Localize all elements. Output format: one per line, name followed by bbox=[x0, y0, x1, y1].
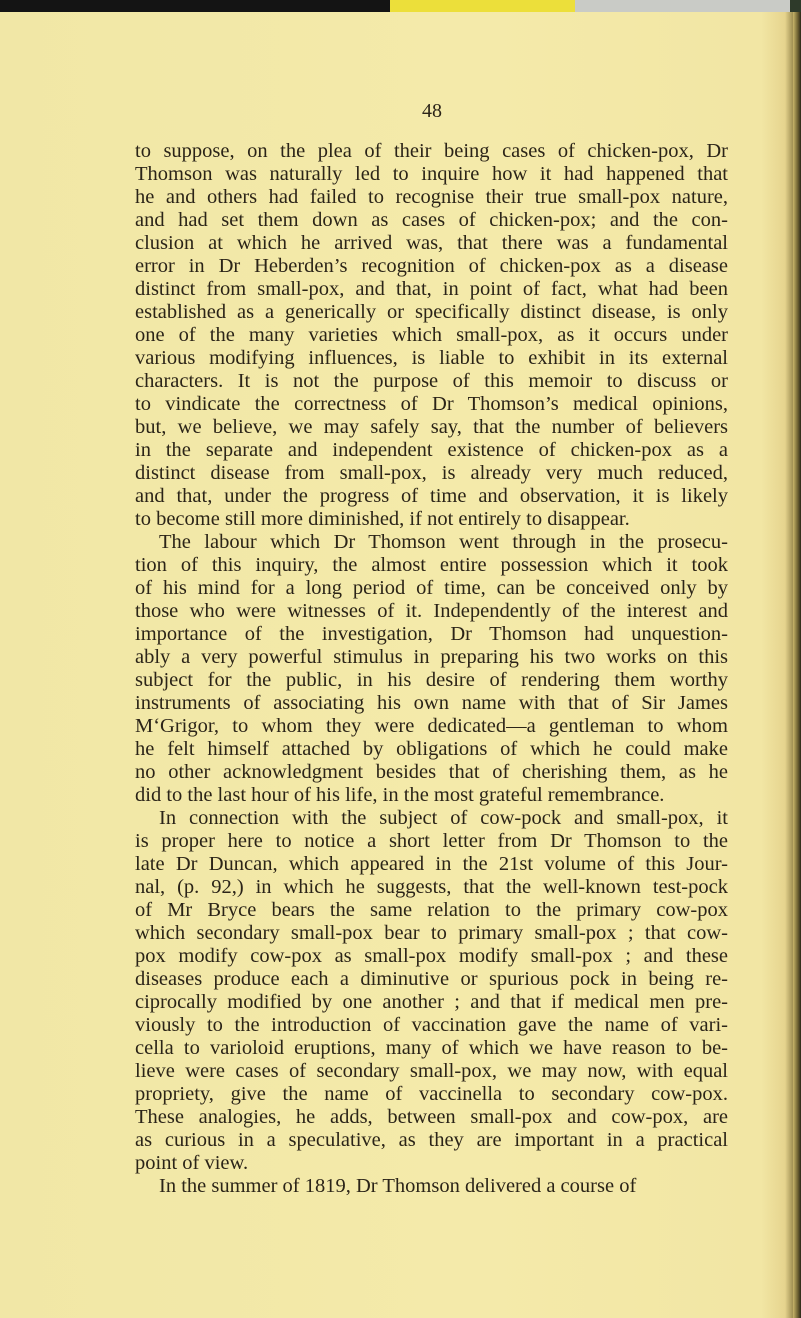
text-line: of Mr Bryce bears the same relation to the primary cow-pox bbox=[135, 899, 728, 921]
text-line: which secondary small-pox bear to primary small-pox ; that cow- bbox=[135, 922, 728, 944]
text-line: to become still more diminished, if not entirely to disappear. bbox=[135, 508, 630, 530]
text-line: nal, (p. 92,) in which he suggests, that the well-known test-pock bbox=[135, 876, 728, 898]
text-line: error in Dr Heberden’s recognition of chicken-pox as a disease bbox=[135, 255, 728, 277]
text-line: established as a generically or specifically distinct disease, is only bbox=[135, 301, 728, 323]
body-text bbox=[135, 140, 728, 1198]
scan-border-black bbox=[0, 0, 390, 12]
text-line: point of view. bbox=[135, 1152, 249, 1174]
text-line: in the separate and independent existence of chicken-pox as a bbox=[135, 439, 728, 461]
text-line: as curious in a speculative, as they are important in a practical bbox=[135, 1129, 728, 1151]
text-line: distinct from small-pox, and that, in point of fact, what had been bbox=[135, 278, 728, 300]
text-line: to suppose, on the plea of their being cases of chicken-pox, Dr bbox=[135, 140, 728, 162]
text-line: ably a very powerful stimulus in preparing his two works on this bbox=[135, 646, 728, 668]
text-line: diseases produce each a diminutive or spurious pock in being re- bbox=[135, 968, 728, 990]
text-line: In the summer of 1819, Dr Thomson delivered a course of bbox=[159, 1175, 637, 1197]
text-line: These analogies, he adds, between small-pox and cow-pox, are bbox=[135, 1106, 728, 1128]
text-line: instruments of associating his own name with that of Sir James bbox=[135, 692, 728, 714]
text-line: cella to varioloid eruptions, many of which we have reason to be- bbox=[135, 1037, 728, 1059]
text-line: characters. It is not the purpose of this memoir to discuss or bbox=[135, 370, 728, 392]
text-line: pox modify cow-pox as small-pox modify small-pox ; and these bbox=[135, 945, 728, 967]
text-line: late Dr Duncan, which appeared in the 21st volume of this Jour- bbox=[135, 853, 728, 875]
book-binding-edge bbox=[793, 12, 801, 1318]
text-line: did to the last hour of his life, in the most grateful remembrance. bbox=[135, 784, 665, 806]
text-line: In connection with the subject of cow-pock and small-pox, it bbox=[159, 807, 728, 829]
text-line: those who were witnesses of it. Independently of the interest and bbox=[135, 600, 728, 622]
page-number: 48 bbox=[422, 100, 442, 122]
text-line: but, we believe, we may safely say, that the number of believers bbox=[135, 416, 728, 438]
text-line: to vindicate the correctness of Dr Thomson’s medical opinions, bbox=[135, 393, 728, 415]
text-line: one of the many varieties which small-pox, as it occurs under bbox=[135, 324, 728, 346]
scan-border-yellow bbox=[390, 0, 575, 12]
text-line: propriety, give the name of vaccinella to secondary cow-pox. bbox=[135, 1083, 728, 1105]
text-line: M‘Grigor, to whom they were dedicated—a gentleman to whom bbox=[135, 715, 728, 737]
text-line: is proper here to notice a short letter from Dr Thomson to the bbox=[135, 830, 728, 852]
text-line: clusion at which he arrived was, that there was a fundamental bbox=[135, 232, 728, 254]
text-line: viously to the introduction of vaccination gave the name of vari- bbox=[135, 1014, 728, 1036]
text-line: he and others had failed to recognise their true small-pox nature, bbox=[135, 186, 728, 208]
text-line: subject for the public, in his desire of rendering them worthy bbox=[135, 669, 728, 691]
text-line: distinct disease from small-pox, is already very much reduced, bbox=[135, 462, 728, 484]
text-line: and had set them down as cases of chicken-pox; and the con- bbox=[135, 209, 728, 231]
scan-border-gray bbox=[575, 0, 790, 12]
text-line: of his mind for a long period of time, can be conceived only by bbox=[135, 577, 728, 599]
text-line: lieve were cases of secondary small-pox, we may now, with equal bbox=[135, 1060, 728, 1082]
text-line: no other acknowledgment besides that of cherishing them, as he bbox=[135, 761, 728, 783]
text-line: and that, under the progress of time and observation, it is likely bbox=[135, 485, 728, 507]
text-line: importance of the investigation, Dr Thomson had unquestion- bbox=[135, 623, 728, 645]
scan-border-dark bbox=[790, 0, 801, 12]
text-line: ciprocally modified by one another ; and that if medical men pre- bbox=[135, 991, 728, 1013]
text-line: he felt himself attached by obligations of which he could make bbox=[135, 738, 728, 760]
text-line: various modifying influences, is liable to exhibit in its external bbox=[135, 347, 728, 369]
text-line: Thomson was naturally led to inquire how it had happened that bbox=[135, 163, 728, 185]
text-line: The labour which Dr Thomson went through in the prosecu- bbox=[159, 531, 728, 553]
text-line: tion of this inquiry, the almost entire possession which it took bbox=[135, 554, 728, 576]
